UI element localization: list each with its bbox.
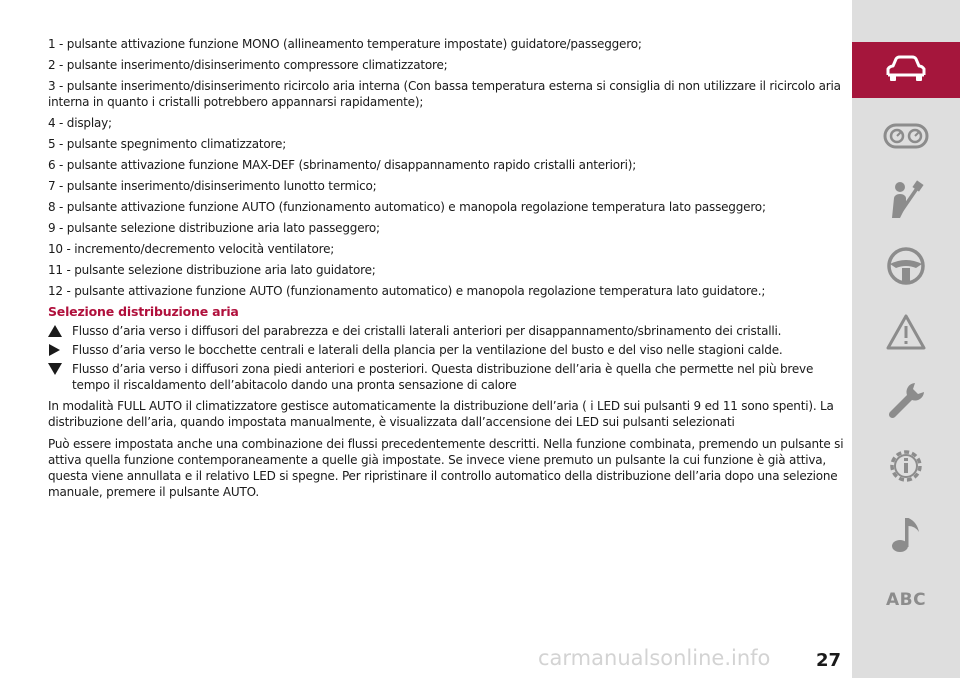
warning-triangle-icon bbox=[885, 313, 927, 351]
tab-driving[interactable] bbox=[852, 238, 960, 294]
list-item: 8 - pulsante attivazione funzione AUTO (funzionamento automatico) e manopola regolazione temperatura lato passeggero; bbox=[48, 200, 766, 214]
tab-technical-data[interactable] bbox=[852, 438, 960, 494]
tab-multimedia[interactable] bbox=[852, 506, 960, 562]
page-number: 27 bbox=[816, 650, 842, 671]
list-item: 10 - incremento/decremento velocità ventilatore; bbox=[48, 242, 335, 256]
tab-maintenance[interactable] bbox=[852, 372, 960, 428]
flow-list bbox=[48, 323, 848, 393]
arrow-down-icon bbox=[48, 363, 62, 375]
flow-item-right bbox=[48, 342, 848, 358]
arrow-up-icon bbox=[48, 325, 62, 337]
tab-warnings[interactable] bbox=[852, 304, 960, 360]
car-icon bbox=[884, 55, 928, 85]
list-item: 2 - pulsante inserimento/disinserimento compressore climatizzatore; bbox=[48, 58, 448, 72]
list-item: 9 - pulsante selezione distribuzione aria lato passeggero; bbox=[48, 221, 380, 235]
tab-instruments[interactable] bbox=[852, 108, 960, 164]
chapter-sidebar bbox=[852, 0, 960, 678]
steering-wheel-icon bbox=[886, 246, 926, 286]
abc-label: ABC bbox=[885, 590, 927, 610]
flow-text: Flusso d’aria verso i diffusori zona piedi anteriori e posteriori. Questa distribuzione dell’aria è quella che permette nel più breve tempo il riscaldamento dell’abitacolo dando una pronta sensazione di calore bbox=[72, 362, 814, 392]
paragraph: Può essere impostata anche una combinazione dei flussi precedentemente descritti. Nella funzione combinata, premendo un pulsante si attiva quella funzione contemporaneamente a quelle già impostate. Se invece viene premuto un pulsante la cui funzione è già attiva, questa viene annullata e il relativo LED si spegne. Per ripristinare il controllo automatico della distribuzione dell’aria dopo una selezione manuale, premere il pulsante AUTO. bbox=[48, 437, 844, 499]
watermark: carmanualsonline.info bbox=[538, 646, 771, 670]
flow-item-down bbox=[48, 361, 848, 393]
paragraph: In modalità FULL AUTO il climatizzatore gestisce automaticamente la distribuzione dell’aria ( i LED sui pulsanti 9 ed 11 sono spenti). La distribuzione dell’aria, quando impostata manualmente, è visualizzata dall’accensione dei LED sui pulsanti selezionati bbox=[48, 399, 834, 429]
section-title: Selezione distribuzione aria bbox=[48, 304, 239, 319]
list-item: 11 - pulsante selezione distribuzione aria lato guidatore; bbox=[48, 263, 376, 277]
list-item: 7 - pulsante inserimento/disinserimento lunotto termico; bbox=[48, 179, 377, 193]
list-item: 4 - display; bbox=[48, 116, 112, 130]
list-item: 1 - pulsante attivazione funzione MONO (allineamento temperature impostate) guidatore/passeggero; bbox=[48, 37, 642, 51]
list-item: 12 - pulsante attivazione funzione AUTO (funzionamento automatico) e manopola regolazione temperatura lato guidatore.; bbox=[48, 284, 766, 298]
tab-car[interactable] bbox=[852, 42, 960, 98]
wrench-icon bbox=[885, 379, 927, 421]
gauges-icon bbox=[883, 122, 929, 150]
flow-text: Flusso d’aria verso i diffusori del parabrezza e dei cristalli laterali anteriori per disappannamento/sbrinamento dei cristalli. bbox=[72, 324, 782, 338]
page-content bbox=[48, 36, 848, 506]
seatbelt-person-icon bbox=[886, 180, 926, 220]
flow-item-up bbox=[48, 323, 848, 339]
list-item: 3 - pulsante inserimento/disinserimento ricircolo aria interna (Con bassa temperatura esterna si consiglia di non utilizzare il ricircolo aria interna in quanto i cristalli potrebbero appannarsi rapidamente); bbox=[48, 79, 841, 109]
flow-text: Flusso d’aria verso le bocchette centrali e laterali della plancia per la ventilazione del busto e del viso nelle stagioni calde. bbox=[72, 343, 783, 357]
arrow-right-icon bbox=[48, 344, 62, 356]
tab-index[interactable] bbox=[852, 572, 960, 628]
music-note-icon bbox=[889, 514, 923, 554]
numbered-list bbox=[48, 36, 848, 299]
list-item: 5 - pulsante spegnimento climatizzatore; bbox=[48, 137, 287, 151]
info-gear-icon bbox=[885, 445, 927, 487]
list-item: 6 - pulsante attivazione funzione MAX-DEF (sbrinamento/ disappannamento rapido cristalli anteriori); bbox=[48, 158, 637, 172]
tab-safety[interactable] bbox=[852, 172, 960, 228]
